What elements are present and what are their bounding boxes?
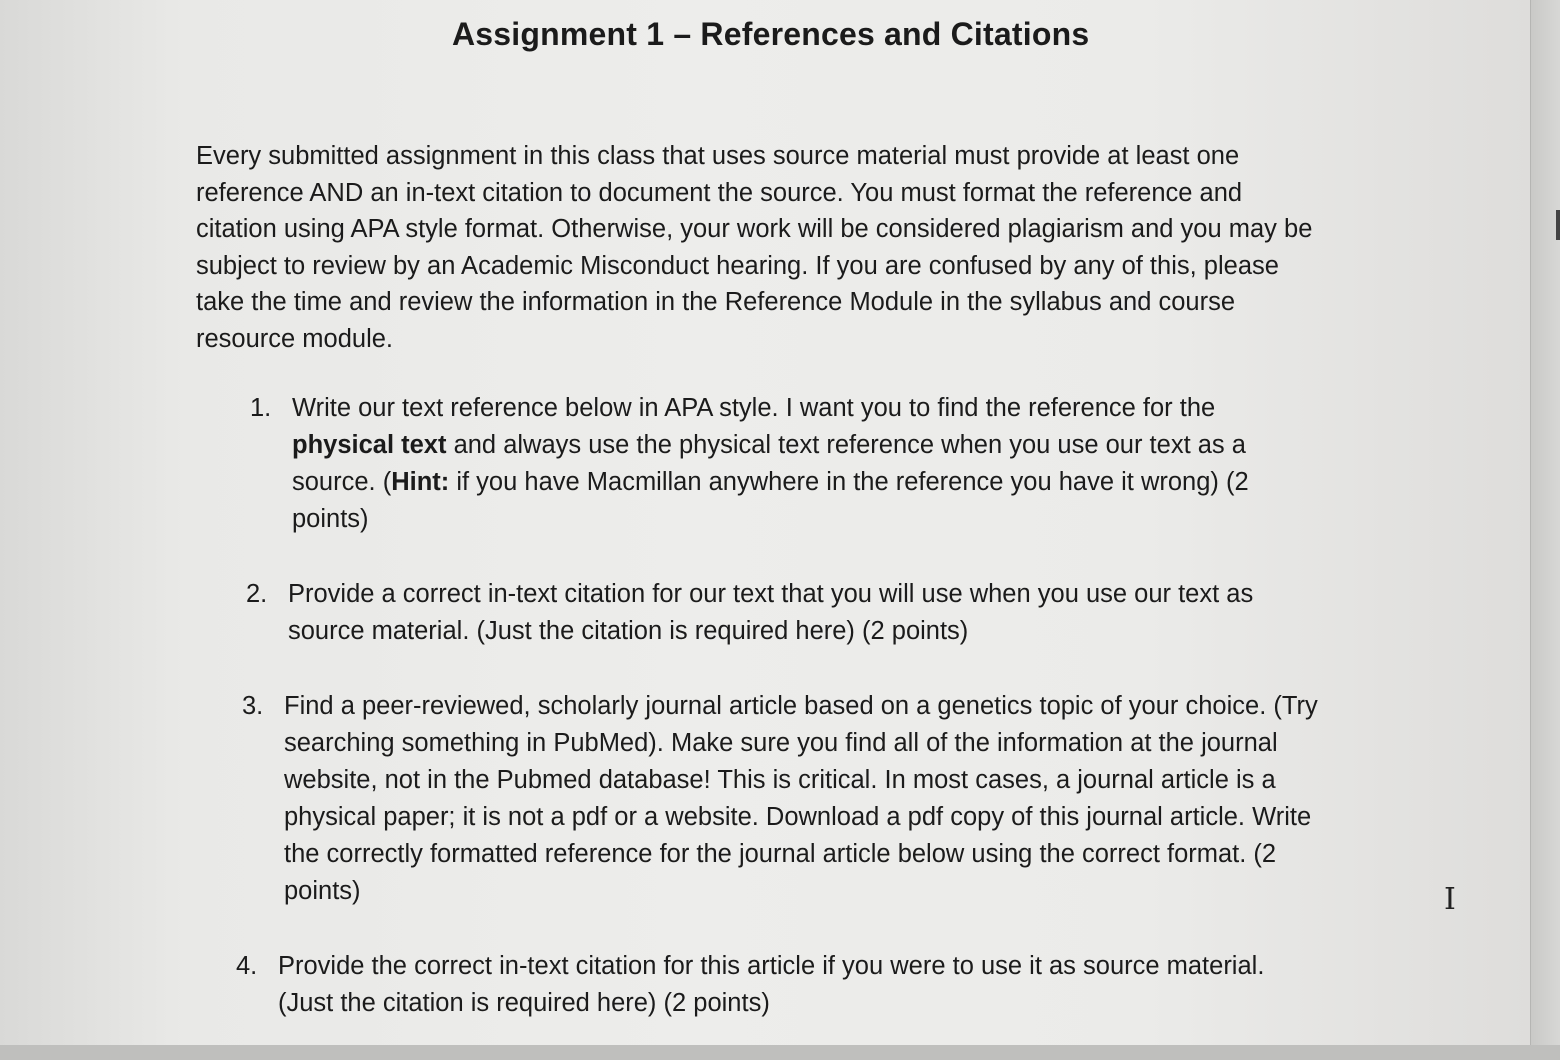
page-title: Assignment 1 – References and Citations <box>452 16 1090 52</box>
item-text-part: if you have Macmillan anywhere in the reference you have it wrong) (2 points) <box>292 468 1249 533</box>
item-text <box>292 390 1322 538</box>
list-item-1 <box>222 390 1322 538</box>
item-text: Provide the correct in-text citation for this article if you were to use it as source material. (Just the citation is required here) (2 points) <box>278 952 1265 1017</box>
item-number: 4. <box>236 952 258 980</box>
item-text-part: Write our text reference below in APA style. I want you to find the reference for the <box>292 394 1216 422</box>
intro-paragraph: Every submitted assignment in this class that uses source material must provide at least one reference AND an in-text citation to document the source. You must format the reference and citation using APA style format. Otherwise, your work will be considered plagiarism and you may be subject to review by an Academic Misconduct hearing. If you are confused by any of this, please take the time and review the information in the Reference Module in the syllabus and course resource module. <box>196 142 1313 353</box>
item-text: Find a peer-reviewed, scholarly journal article based on a genetics topic of your choice. (Try searching something in PubMed). Make sure you find all of the information at the journal website, not in the Pubmed database! This is critical. In most cases, a journal article is a physical paper; it is not a pdf or a website. Download a pdf copy of this journal article. Write the correctly formatted reference for the journal article below using the correct format. (2 points) <box>284 692 1318 905</box>
question-list <box>222 390 1322 1060</box>
adjacent-page-edge <box>1530 0 1560 1045</box>
scrollbar-thumb[interactable] <box>1556 210 1560 240</box>
text-cursor-icon: I <box>1444 882 1456 917</box>
list-item-3 <box>222 688 1322 910</box>
item-number: 2. <box>246 580 268 608</box>
bold-text: physical text <box>292 431 447 459</box>
item-number: 3. <box>242 692 264 720</box>
list-item-2 <box>222 576 1322 650</box>
list-item-4 <box>222 948 1322 1022</box>
item-text-part: and always use the physical text reference when you use our text as a source. ( <box>292 431 1246 496</box>
bold-hint-label: Hint: <box>391 468 450 496</box>
item-text: Provide a correct in-text citation for our text that you will use when you use our text as source material. (Just the citation is required here) (2 points) <box>288 580 1254 645</box>
item-number: 1. <box>250 394 272 422</box>
